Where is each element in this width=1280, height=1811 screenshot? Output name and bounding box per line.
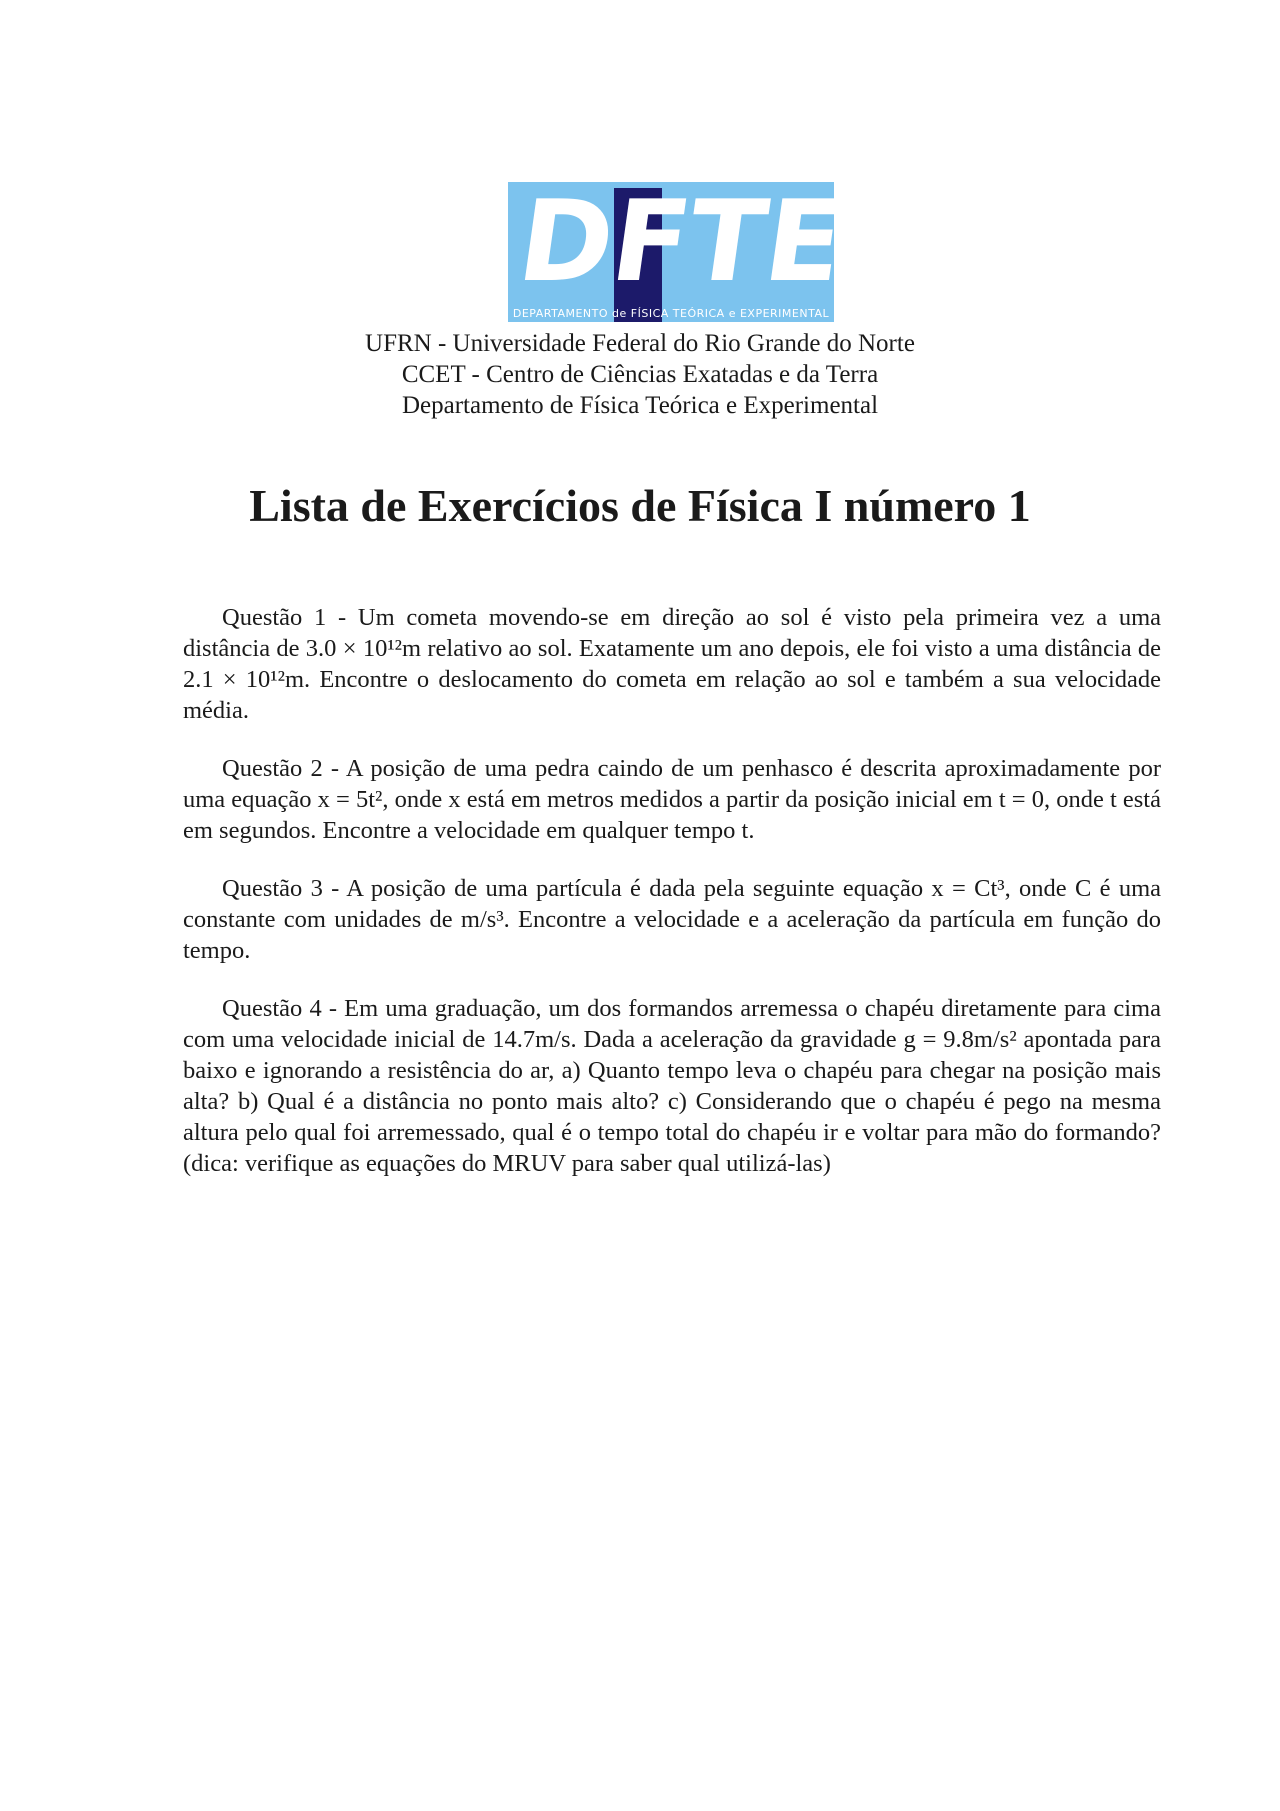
- question-list: [183, 602, 1161, 1206]
- page-title: Lista de Exercícios de Física I número 1: [249, 480, 1031, 531]
- logo-letter-e: E: [756, 177, 852, 307]
- department-line: Departamento de Física Teórica e Experimental: [401, 392, 879, 419]
- logo-letter-d: D: [510, 177, 623, 307]
- question-2: Questão 2 - A posição de uma pedra caindo de um penhasco é descrita aproximadamente por uma equação x = 5t², onde x está em metros medidos a partir da posição inicial em t = 0, onde t está em segundos. Encontre a velocidade em qualquer tempo t.: [183, 755, 1161, 844]
- question-3: Questão 3 - A posição de uma partícula é dada pela seguinte equação x = Ct³, onde C é uma constante com unidades de m/s³. Encontre a velocidade e a aceleração da partícula em função do tempo.: [183, 875, 1161, 964]
- logo-letter-t: T: [680, 177, 776, 307]
- question-1: Questão 1 - Um cometa movendo-se em direção ao sol é visto pela primeira vez a uma distância de 3.0 × 10¹²m relativo ao sol. Exatamente um ano depois, ele foi visto a uma distância de 2.1 × 10¹²m. Encontre o deslocamento do cometa em relação ao sol e também a sua velocidade média.: [183, 604, 1161, 724]
- question-4: Questão 4 - Em uma graduação, um dos formandos arremessa o chapéu diretamente para cima com uma velocidade inicial de 14.7m/s. Dada a aceleração da gravidade g = 9.8m/s² apontada para baixo e ignorando a resistência do ar, a) Quanto tempo leva o chapéu para chegar na posição mais alta? b) Qual é a distância no ponto mais alto? c) Considerando que o chapéu é pego na mesma altura pelo qual foi arremessado, qual é o tempo total do chapéu ir e voltar para mão do formando? (dica: verifique as equações do MRUV para saber qual utilizá-las): [183, 995, 1161, 1177]
- institution-header: [0, 328, 1280, 421]
- university-line: UFRN - Universidade Federal do Rio Grande do Norte: [365, 330, 915, 357]
- logo-letter-f: F: [603, 177, 699, 307]
- dfte-logo: [508, 177, 852, 322]
- logo-subtitle: DEPARTAMENTO de FÍSICA TEÓRICA e EXPERIMENTAL: [512, 307, 830, 320]
- logo-letters: [510, 177, 852, 307]
- center-line: CCET - Centro de Ciências Exatadas e da Terra: [401, 361, 879, 388]
